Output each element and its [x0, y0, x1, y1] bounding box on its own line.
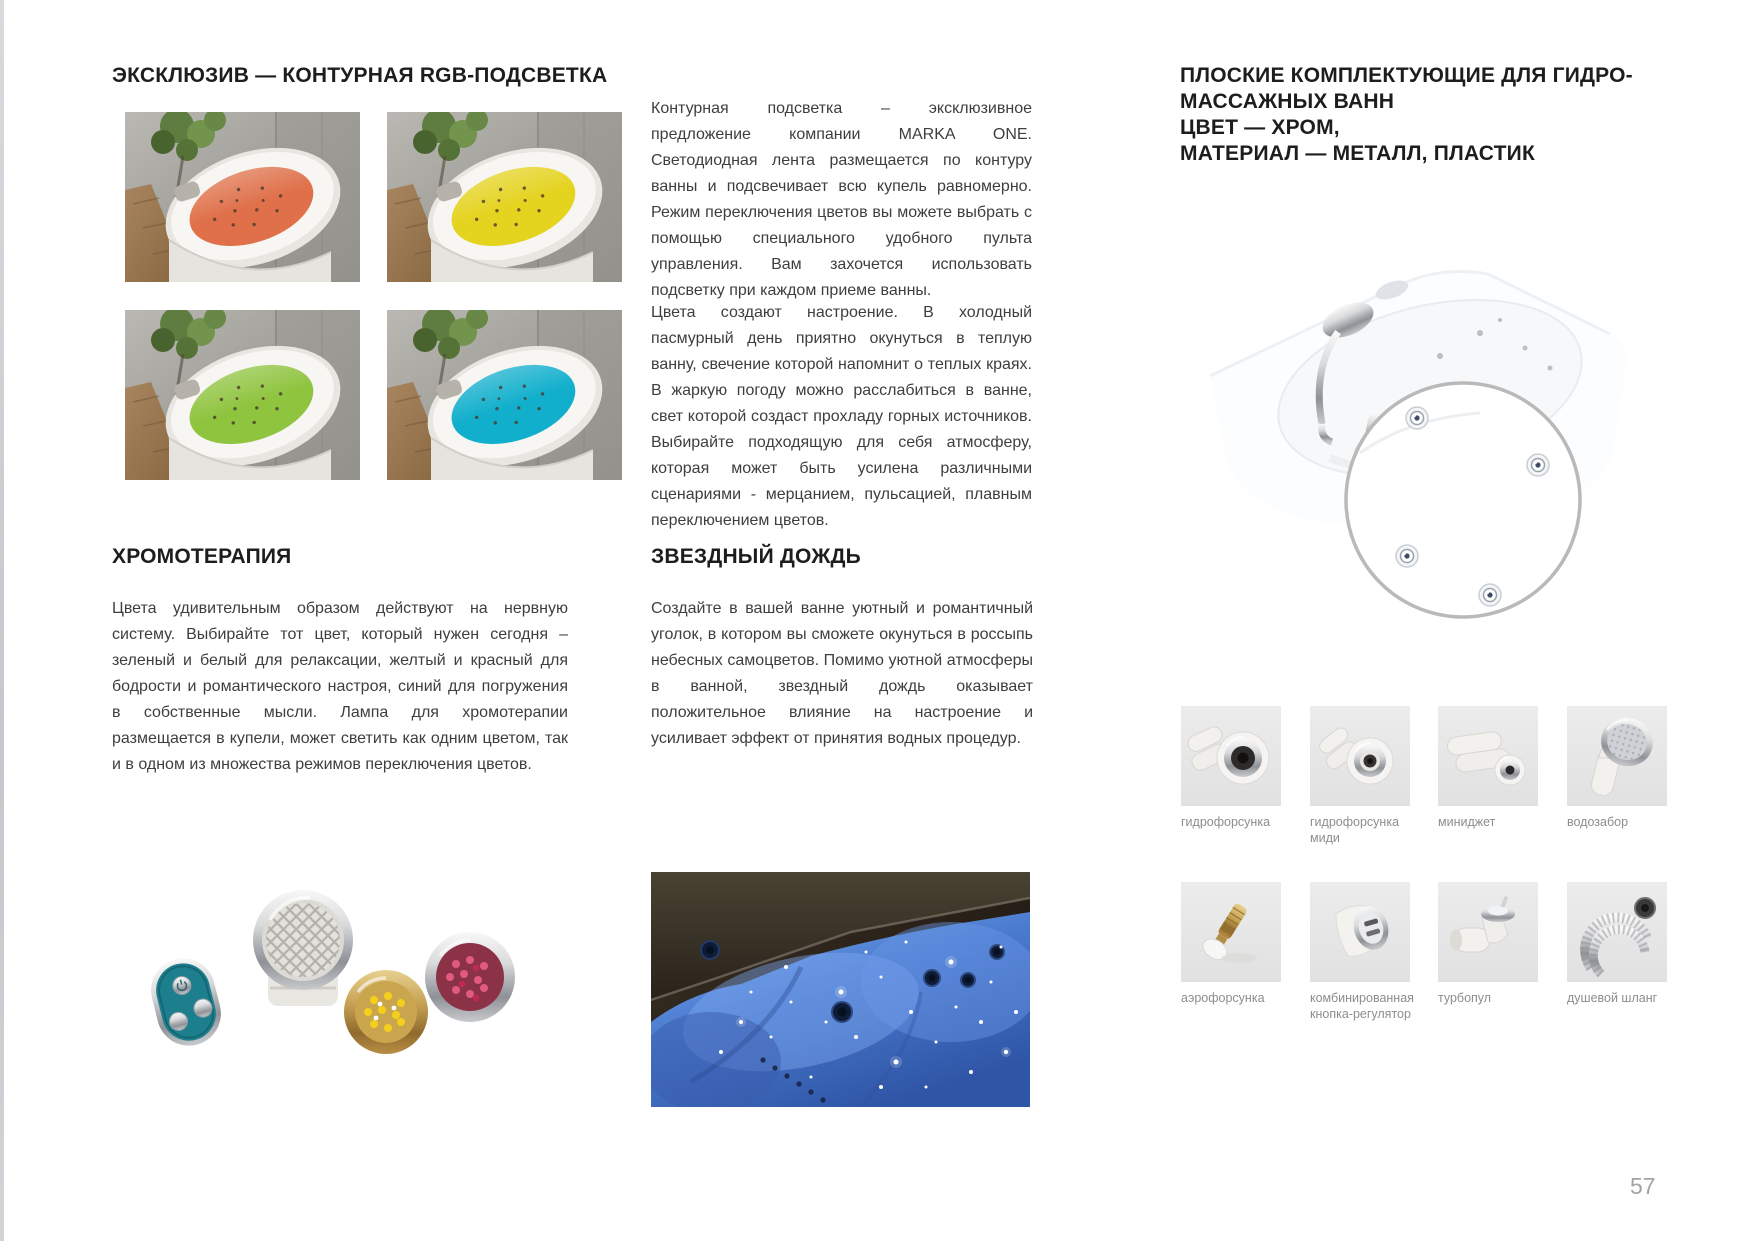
- component-hydrojet: [1181, 706, 1295, 830]
- rgb-tub-image-cyan: [387, 310, 622, 480]
- page-number: 57: [1630, 1173, 1656, 1199]
- rgb-section-title: ЭКСКЛЮЗИВ — КОНТУРНАЯ RGB-ПОДСВЕТКА: [112, 64, 608, 87]
- component-label: аэрофорсунка: [1181, 991, 1265, 1005]
- rgb-paragraph-2: Цвета создают настроение. В холодный пасмурный день приятно окунуться в теплую ванну, свечение которой напомнит о теплых краях. В жаркую погоду можно расслабиться в ванне, свет которой создаст прохладу горных источников. Выбирайте подходящую для себя атмосферу, которая может быть усилена различными сценариями - мерцанием, пульсацией, плавным переключением цветов.: [651, 304, 1032, 529]
- shower-hose-image: [1567, 882, 1667, 982]
- components-title-line-1: ПЛОСКИЕ КОМПЛЕКТУЮЩИЕ ДЛЯ ГИДРО-: [1180, 64, 1633, 87]
- component-combo-regulator-button: [1310, 882, 1424, 1022]
- component-airjet: [1181, 882, 1295, 1006]
- chromo-paragraph: Цвета удивительным образом действуют на нервную систему. Выбирайте тот цвет, который нужен сегодня – зеленый и белый для релаксации, желтый и красный для бодрости и романтического настроя, синий для погружения в собственные мысли. Лампа для хромотерапии размещается в купели, может светить как одним цветом, так и в одном из множества режимов переключения цветов.: [112, 600, 568, 773]
- page-edge: [0, 0, 4, 1241]
- airjet-image: [1181, 882, 1281, 982]
- rgb-tub-illustration-cyan: [387, 310, 622, 480]
- component-label: турбопул: [1438, 991, 1492, 1005]
- component-shower-hose: [1567, 882, 1681, 1006]
- control-remote: [144, 952, 227, 1053]
- flat-jets-bathtub-image: [1180, 228, 1660, 644]
- chromo-lamps-image: [118, 872, 528, 1057]
- rgb-tub-illustration-yellow: [387, 112, 622, 282]
- components-section-title: [1180, 63, 1633, 167]
- red-led-lamp: [425, 932, 515, 1022]
- chrome-lamp: [253, 890, 353, 1006]
- rgb-tub-image-green: [125, 310, 360, 480]
- turbopool-image: [1438, 882, 1538, 982]
- component-label: водозабор: [1567, 815, 1629, 829]
- combo-regulator-image: [1310, 882, 1410, 982]
- hydrojet-midi-image: [1310, 706, 1410, 806]
- components-title-line-2: МАССАЖНЫХ ВАНН: [1180, 90, 1395, 113]
- component-turbopool: [1438, 882, 1552, 1006]
- rgb-tub-image-orange: [125, 112, 360, 282]
- component-hydrojet-midi: [1310, 706, 1424, 846]
- water-intake-image: [1567, 706, 1667, 806]
- rgb-tub-illustration-green: [125, 310, 360, 480]
- minijet-image: [1438, 706, 1538, 806]
- star-rain-photo: [651, 872, 1030, 1107]
- component-label: комбинированная кнопка-регулятор: [1310, 991, 1414, 1021]
- component-label: гидрофорсунка: [1181, 815, 1271, 829]
- hydrojet-image: [1181, 706, 1281, 806]
- rgb-paragraph-1: Контурная подсветка – эксклюзивное предложение компании MARKA ONE. Светодиодная лента размещается по контуру ванны и подсвечивает всю купель равномерно. Режим переключения цветов вы можете выбрать с помощью специального удобного пульта управления. Вам захочется использовать подсветку при каждом приеме ванны.: [651, 100, 1032, 299]
- component-label: миниджет: [1438, 815, 1496, 829]
- rgb-tub-illustration-orange: [125, 112, 360, 282]
- star-paragraph: Создайте в вашей ванне уютный и романтичный уголок, в котором вы сможете окунуться в россыпь небесных самоцветов. Помимо уютной атмосферы в ванной, звездный дождь оказывает положительное влияние на настроение и усиливает эффект от принятия водных процедур.: [651, 600, 1033, 747]
- components-title-line-4: МАТЕРИАЛ — МЕТАЛЛ, ПЛАСТИК: [1180, 142, 1535, 165]
- star-section-title: ЗВЕЗДНЫЙ ДОЖДЬ: [651, 545, 861, 568]
- chromo-section-title: ХРОМОТЕРАПИЯ: [112, 545, 292, 568]
- component-label: гидрофорсунка миди: [1310, 815, 1400, 845]
- rgb-tub-image-yellow: [387, 112, 622, 282]
- gold-led-lamp: [344, 970, 428, 1054]
- component-water-intake: [1567, 706, 1681, 830]
- component-label: душевой шланг: [1567, 991, 1658, 1005]
- component-minijet: [1438, 706, 1552, 830]
- jets-magnifier-inset: [1346, 383, 1580, 617]
- components-title-line-3: ЦВЕТ — ХРОМ,: [1180, 116, 1340, 139]
